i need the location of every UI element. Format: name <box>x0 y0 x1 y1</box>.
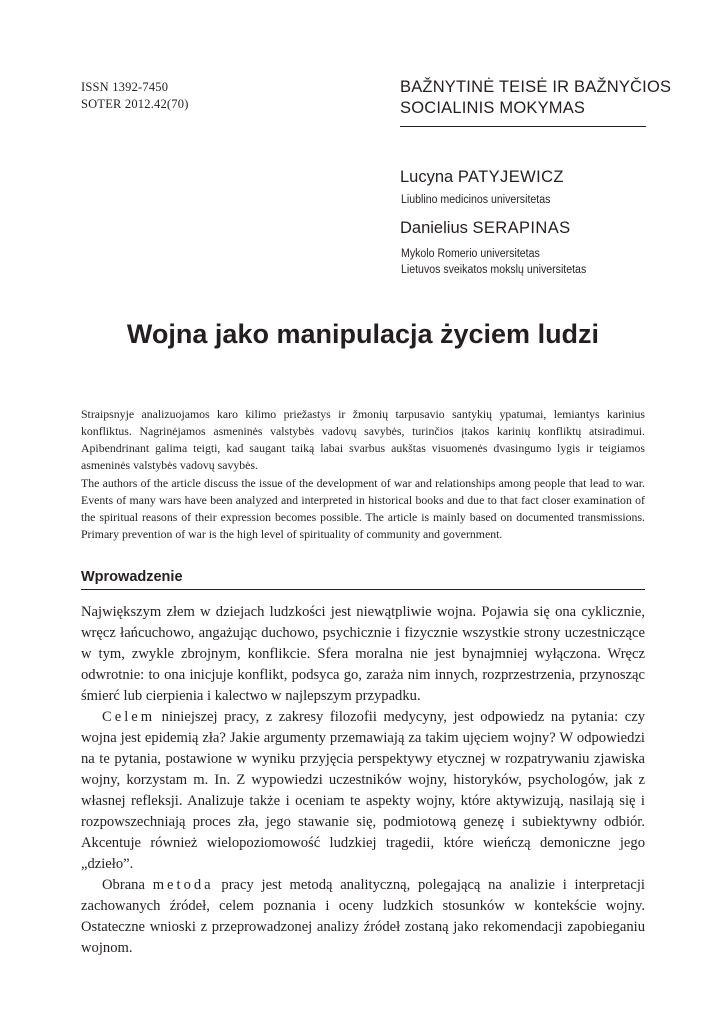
abstract-lithuanian: Straipsnyje analizuojamos karo kilimo priežastys ir žmonių tarpusavio santykių ypatumai, lemiantys karinius konfliktus. Nagrinėjamos asmeninės valstybės vadovų savybės, turinčios įtakos karinių konfliktų atsiradimui. Apibendrinant galima teigti, kad saugant taiką labai svarbus aukštas visuomenės dvasingumo lygis ir teigiamos asmeninės valstybės vadovų savybės. <box>81 407 645 472</box>
journal-title-line-1: BAŽNYTINĖ TEISĖ IR BAŽNYČIOS <box>400 78 672 96</box>
issn-block <box>81 79 189 112</box>
abstract-english: The authors of the article discuss the issue of the development of war and relationships among people that lead to war. Events of many wars have been analyzed and interpreted in historical books and due to that fact closer examination of the spiritual reasons of their expression becomes possible. The article is mainly based on documented transmissions. Primary prevention of war is the high level of spirituality of community and government. <box>81 476 645 541</box>
author-1 <box>400 167 564 187</box>
paragraph-2-text: niniejszej pracy, z zakresy filozofii medycyny, jest odpowiedz na pytania: czy wojna jest epidemią zła? Jakie argumenty przemawiają za takim ujęciem wojny? W odpowiedzi na te pytania, postawione w wyniku przyjęcia perspektywy etycznej w rozpatrywaniu zjawiska wojny, korzystam m. In. Z wypowiedzi uczestników wojny, historyków, psychologów, jak z własnej refleksji. Analizuje także i oceniam te aspekty wojny, które aktywizują, nasilają się i rozpowszechniają proces zła, jego stawanie się, podmiotową genezę i subiektywny odbiór. Akcentuje również wielopoziomowość ludzkiej tragedii, które wieńczą demoniczne jego „dzieło”. <box>81 709 645 872</box>
paragraph-2 <box>81 707 645 875</box>
paragraph-1: Największym złem w dziejach ludzkości jest niewątpliwie wojna. Pojawia się ona cyklicznie, wręcz łańcuchowo, angażując duchowo, psychicznie i fizycznie wszystkie strony uczestniczące w tym, zwykle zbrojnym, konflikcie. Sfera moralna nie jest bynajmniej wyłączona. Wręcz odwrotnie: to ona inicjuje konflikt, podsyca go, zaraża nim innych, rozprzestrzenia, przynosząc śmierć lub cierpienia i kalectwo w najlepszym przypadku. <box>81 604 645 704</box>
author-1-affiliation: Liublino medicinos universitetas <box>401 194 551 206</box>
author-1-first-name: Lucyna <box>400 168 454 186</box>
issn-number: ISSN 1392-7450 <box>81 80 169 94</box>
paragraph-2-emphasis: Celem <box>102 709 156 725</box>
author-2-affiliation-2: Lietuvos sveikatos mokslų universitetas <box>401 264 587 276</box>
author-2-first-name: Danielius <box>400 219 468 237</box>
paragraph-3 <box>81 875 645 959</box>
soter-number: SOTER 2012.42(70) <box>81 96 189 111</box>
journal-title <box>400 77 671 119</box>
paragraph-3-emphasis: metoda <box>152 877 214 893</box>
article-title: Wojna jako manipulacja życiem ludzi <box>126 319 600 349</box>
journal-title-line-2: SOCIALINIS MOKYMAS <box>400 99 586 117</box>
section-heading: Wprowadzenie <box>81 569 183 585</box>
author-2-affiliation-1: Mykolo Romerio universitetas <box>401 248 540 260</box>
body-text <box>81 602 645 959</box>
paragraph-3-text: pracy jest metodą analityczną, polegającą na analizie i interpretacji zachowanych źródeł, celem poznania i oceny ludzkich stosunków w kontekście wojny. Ostateczne wnioski z przeprowadzonej analizy źródeł zostaną jako rekomendacji zapobieganiu wojnom. <box>81 877 645 956</box>
section-divider <box>81 589 645 590</box>
journal-divider <box>400 126 646 127</box>
author-2-surname: SERAPINAS <box>472 219 571 237</box>
author-1-surname: PATYJEWICZ <box>457 168 564 186</box>
author-2 <box>400 218 571 238</box>
paragraph-3-lead: Obrana <box>102 877 145 893</box>
